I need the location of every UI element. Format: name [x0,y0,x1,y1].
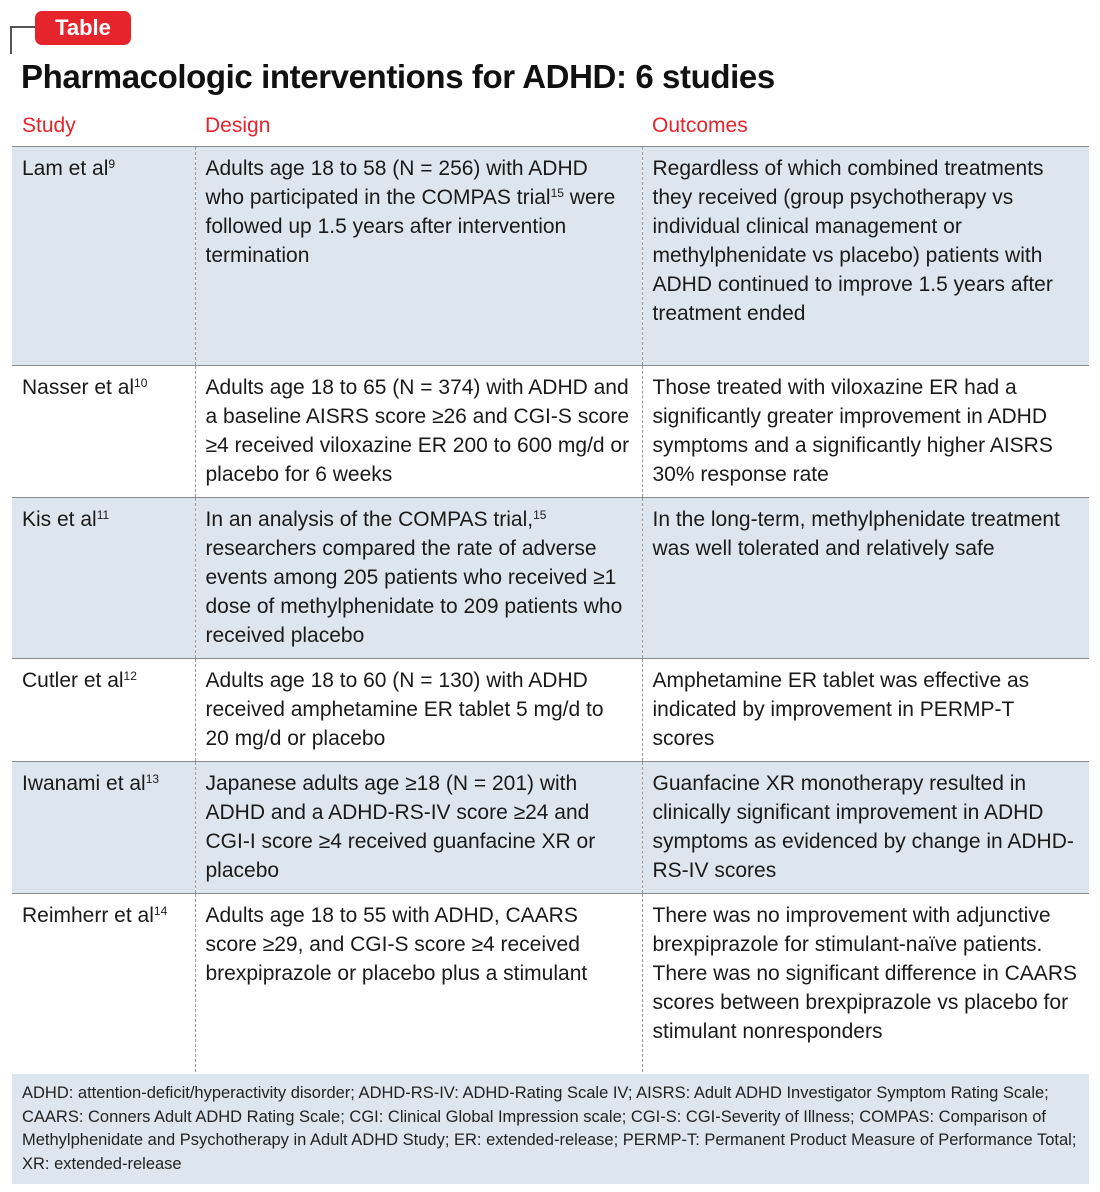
table-header-row [12,110,1089,147]
outcomes-cell: In the long-term, methylphenidate treatment was well tolerated and relatively safe [642,498,1089,659]
studies-table [12,110,1089,1083]
design-cell: In an analysis of the COMPAS trial,$^{15}$ researchers compared the rate of adverse events among 205 patients who received ≥1 dose of methylphenidate to 209 patients who received placebo [195,498,642,659]
outcomes-cell: Amphetamine ER tablet was effective as indicated by improvement in PERMP-T scores [642,659,1089,762]
header-outcomes: Outcomes [642,110,1089,147]
table-row [12,659,1089,762]
abbreviations-footnote: ADHD: attention-deficit/hyperactivity disorder; ADHD-RS-IV: ADHD-Rating Scale IV; AISRS: Adult ADHD Investigator Symptom Rating Scale; CAARS: Conners Adult ADHD Rating Scale; CGI: Clinical Global Impression scale; CGI-S: CGI-Severity of Illness; COMPAS: Comparison of Methylphenidate and Psychotherapy in Adult ADHD Study; ER: extended-release; PERMP-T: Permanent Product Measure of Performance Total; XR: extended-release [12,1074,1089,1184]
study-cell: Reimherr et $al^{14}$ [12,894,195,1083]
table-badge: Table [35,11,131,45]
design-cell: Adults age 18 to 55 with ADHD, CAARS score ≥29, and CGI-S score ≥4 received brexpiprazole or placebo plus a stimulant [195,894,642,1083]
design-cell: Adults age 18 to 58 (N = 256) with ADHD who participated in the COMPAS trial$^{15}$ were followed up 1.5 years after intervention termination [195,147,642,366]
page-title: Pharmacologic interventions for ADHD: 6 studies [21,58,775,95]
table-row [12,147,1089,366]
outcomes-cell: Those treated with viloxazine ER had a significantly greater improvement in ADHD symptoms and a significantly higher AISRS 30% response rate [642,366,1089,498]
header-study: Study [12,110,195,147]
design-cell: Adults age 18 to 60 (N = 130) with ADHD received amphetamine ER tablet 5 mg/d to 20 mg/d or placebo [195,659,642,762]
outcomes-cell: Guanfacine XR monotherapy resulted in clinically significant improvement in ADHD symptoms as evidenced by change in ADHD-RS-IV scores [642,762,1089,894]
table-row [12,894,1089,1083]
study-cell: Nasser et $al^{10}$ [12,366,195,498]
header-design: Design [195,110,642,147]
design-cell: Japanese adults age ≥18 (N = 201) with ADHD and a ADHD-RS-IV score ≥24 and CGI-I score ≥4 received guanfacine XR or placebo [195,762,642,894]
study-cell: Cutler et $al^{12}$ [12,659,195,762]
design-cell: Adults age 18 to 65 (N = 374) with ADHD and a baseline AISRS score ≥26 and CGI-S score ≥4 received viloxazine ER 200 to 600 mg/d or placebo for 6 weeks [195,366,642,498]
outcomes-cell: There was no improvement with adjunctive brexpiprazole for stimulant-naïve patients. There was no significant difference in CAARS scores between brexpiprazole vs placebo for stimulant nonresponders [642,894,1089,1083]
outcomes-cell: Regardless of which combined treatments they received (group psychotherapy vs individual clinical management or methylphenidate vs placebo) patients with ADHD continued to improve 1.5 years after treatment ended [642,147,1089,366]
study-cell: Kis et $al^{11}$ [12,498,195,659]
table-row [12,762,1089,894]
table-row [12,366,1089,498]
study-cell: Lam et $al^9$ [12,147,195,366]
study-cell: Iwanami et $al^{13}$ [12,762,195,894]
table-row [12,498,1089,659]
